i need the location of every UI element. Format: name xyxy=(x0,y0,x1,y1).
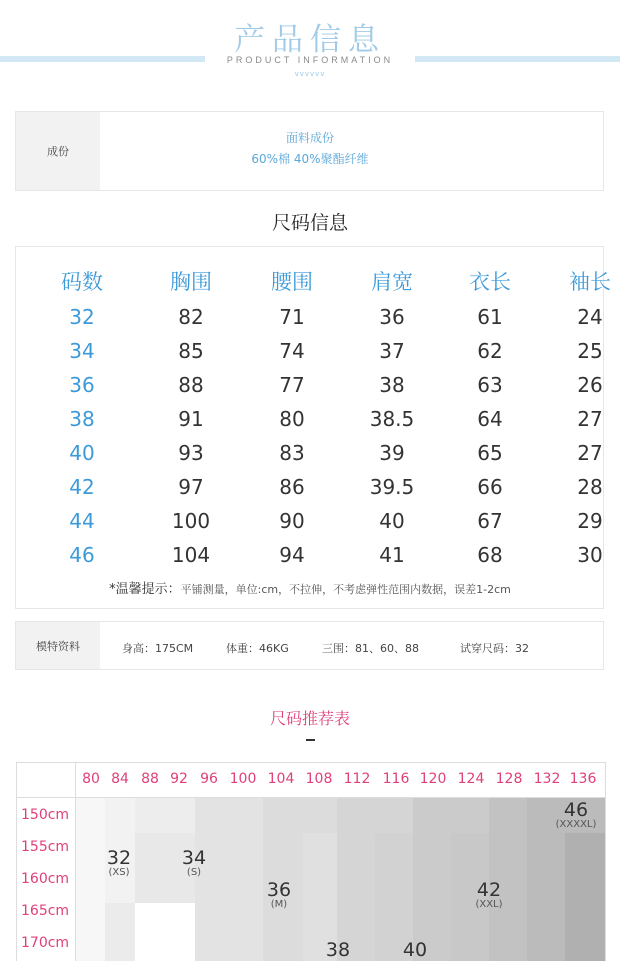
size-cell: 66 xyxy=(477,475,503,499)
size-cell: 38 xyxy=(379,373,405,397)
size-number: 46 xyxy=(563,799,589,821)
size-row-code: 40 xyxy=(69,441,95,465)
size-cell: 65 xyxy=(477,441,503,465)
size-col-header: 胸围 xyxy=(170,270,212,294)
bust-col-header: 124 xyxy=(457,771,485,787)
size-cell: 100 xyxy=(171,509,211,533)
size-cell: 61 xyxy=(477,305,503,329)
size-row-code: 32 xyxy=(69,305,95,329)
size-cell: 27 xyxy=(577,407,603,431)
height-row-header: 160cm xyxy=(21,871,70,887)
bust-col-header: 128 xyxy=(495,771,523,787)
size-cell: 24 xyxy=(577,305,603,329)
size-number: 36 xyxy=(266,879,292,901)
height-row-header: 170cm xyxy=(21,935,70,951)
bust-col-header: 104 xyxy=(267,771,295,787)
size-cell: 91 xyxy=(178,407,204,431)
size-cell: 90 xyxy=(279,509,305,533)
model-weight: 体重：46KG xyxy=(226,642,289,655)
size-number: 34 xyxy=(181,847,207,869)
height-row-header: 150cm xyxy=(21,807,70,823)
tip-text: 平铺测量，单位:cm，不拉伸，不考虑弹性范围内数据，误差1-2cm xyxy=(180,583,511,596)
header-zigzag: vvvvvv xyxy=(294,70,326,78)
composition-label: 成份 xyxy=(16,112,100,190)
bust-col-header: 112 xyxy=(343,771,371,787)
grid-shade-block xyxy=(76,798,105,961)
size-row-code: 46 xyxy=(69,543,95,567)
size-cell: 83 xyxy=(279,441,305,465)
grid-shade-block xyxy=(565,833,605,961)
size-cell: 93 xyxy=(178,441,204,465)
size-cell: 39.5 xyxy=(369,475,415,499)
size-cell: 71 xyxy=(279,305,305,329)
size-cell: 86 xyxy=(279,475,305,499)
size-col-header: 袖长 xyxy=(569,270,611,294)
size-row-code: 34 xyxy=(69,339,95,363)
size-cell: 82 xyxy=(178,305,204,329)
size-col-header: 衣长 xyxy=(469,270,511,294)
size-info-title: 尺码信息 xyxy=(271,212,348,234)
size-col-header: 肩宽 xyxy=(371,270,413,294)
grid-shade-block xyxy=(195,798,263,961)
size-number: 42 xyxy=(476,879,502,901)
size-cell: 77 xyxy=(279,373,305,397)
size-cell: 88 xyxy=(178,373,204,397)
size-cell: 80 xyxy=(279,407,305,431)
size-recommend-badge xyxy=(89,849,149,878)
size-letter: (XXXXL) xyxy=(555,819,597,830)
bust-col-header: 84 xyxy=(111,771,129,787)
bust-col-header: 80 xyxy=(82,771,100,787)
size-letter: (M) xyxy=(270,899,288,910)
size-recommend-badge xyxy=(164,849,224,878)
size-col-header: 腰围 xyxy=(271,270,313,294)
size-cell: 29 xyxy=(577,509,603,533)
size-cell: 39 xyxy=(379,441,405,465)
bust-col-header: 88 xyxy=(141,771,159,787)
size-cell: 38.5 xyxy=(369,407,415,431)
recommend-title: 尺码推荐表 xyxy=(269,709,350,728)
size-recommend-badge xyxy=(459,881,519,910)
size-cell: 37 xyxy=(379,339,405,363)
bust-col-header: 116 xyxy=(382,771,410,787)
model-label: 模特资料 xyxy=(16,622,100,669)
grid-shade-block xyxy=(105,903,135,961)
size-cell: 67 xyxy=(477,509,503,533)
size-letter: (XS) xyxy=(108,867,130,878)
bust-col-header: 120 xyxy=(419,771,447,787)
composition-content xyxy=(100,128,520,170)
size-cell: 97 xyxy=(178,475,204,499)
size-cell: 68 xyxy=(477,543,503,567)
bust-col-header: 108 xyxy=(305,771,333,787)
page-subtitle: PRODUCT INFORMATION xyxy=(226,55,394,65)
composition-detail: 60%棉 40%聚酯纤维 xyxy=(251,152,369,166)
size-cell: 85 xyxy=(178,339,204,363)
height-row-header: 155cm xyxy=(21,839,70,855)
size-cell: 28 xyxy=(577,475,603,499)
size-cell: 74 xyxy=(279,339,305,363)
size-cell: 64 xyxy=(477,407,503,431)
size-letter: (S) xyxy=(186,867,202,878)
size-cell: 25 xyxy=(577,339,603,363)
model-height: 身高：175CM xyxy=(122,642,194,655)
height-row-header: 165cm xyxy=(21,903,70,919)
bust-col-header: 96 xyxy=(200,771,218,787)
bust-col-header: 92 xyxy=(170,771,188,787)
tip-label: *温馨提示： xyxy=(109,582,181,597)
composition-heading: 面料成份 xyxy=(285,131,334,145)
size-row-code: 36 xyxy=(69,373,95,397)
size-recommend-badge xyxy=(249,881,309,910)
size-cell: 94 xyxy=(279,543,305,567)
size-cell: 36 xyxy=(379,305,405,329)
size-row-code: 42 xyxy=(69,475,95,499)
size-cell: 104 xyxy=(171,543,211,567)
size-cell: 27 xyxy=(577,441,603,465)
size-cell: 40 xyxy=(379,509,405,533)
size-row-code: 38 xyxy=(69,407,95,431)
size-letter: (XXL) xyxy=(475,899,503,910)
size-number: 40 xyxy=(402,939,428,961)
size-cell: 62 xyxy=(477,339,503,363)
size-recommend-grid xyxy=(16,762,606,961)
size-cell: 63 xyxy=(477,373,503,397)
size-cell: 41 xyxy=(379,543,405,567)
size-col-header: 码数 xyxy=(61,270,103,294)
size-recommend-badge xyxy=(385,941,445,960)
bust-col-header: 132 xyxy=(533,771,561,787)
size-tip xyxy=(16,578,604,597)
bust-col-header: 136 xyxy=(569,771,597,787)
size-recommend-badge xyxy=(546,801,606,830)
size-cell: 26 xyxy=(577,373,603,397)
model-tried-size: 试穿尺码：32 xyxy=(460,642,529,655)
model-measurements: 三围：81、60、88 xyxy=(322,642,419,655)
size-row-code: 44 xyxy=(69,509,95,533)
size-recommend-badge xyxy=(308,941,368,960)
page-title: 产品信息 xyxy=(234,22,386,58)
bust-col-header: 100 xyxy=(229,771,257,787)
size-number: 32 xyxy=(106,847,132,869)
size-number: 38 xyxy=(325,939,351,961)
recommend-divider xyxy=(306,739,315,741)
size-cell: 30 xyxy=(577,543,603,567)
